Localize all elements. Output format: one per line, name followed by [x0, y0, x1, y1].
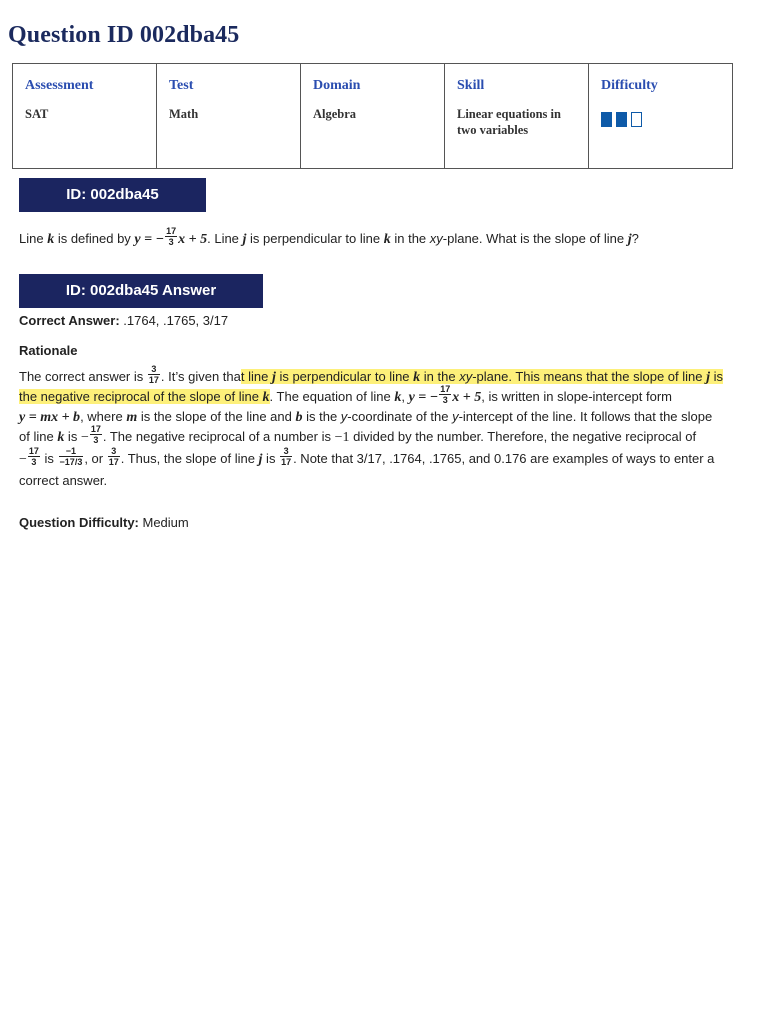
- meta-header-assessment: Assessment: [25, 78, 94, 93]
- correct-answer-value: .1764, .1765, 3/17: [119, 313, 229, 328]
- meta-assessment-cell: [13, 64, 157, 169]
- question-difficulty-value: Medium: [138, 515, 189, 530]
- meta-value-assessment: SAT: [25, 107, 49, 121]
- correct-answer-label: Correct Answer:: [19, 313, 120, 328]
- meta-test-cell: [157, 64, 301, 169]
- question-difficulty: [19, 513, 189, 533]
- highlighted-text: t line j is perpendicular to line k in the xy-plane. This means that the slope of line j is: [240, 369, 723, 385]
- correct-answer: [19, 311, 228, 331]
- rationale-line: correct answer.: [19, 473, 108, 488]
- rationale-line: the negative reciprocal of the slope of line k. The equation of line k, y = − $\frac{17}{3}$ x + 5, is written in slope-intercept form: [19, 384, 672, 406]
- meta-header-domain: Domain: [313, 78, 361, 93]
- meta-header-skill: Skill: [457, 78, 485, 93]
- meta-domain-cell: [301, 64, 445, 169]
- rationale-text: [19, 364, 741, 491]
- fraction: $\frac{17}{3}$: [166, 226, 177, 248]
- meta-header-difficulty: Difficulty: [601, 78, 658, 93]
- rationale-line: of line k is − $\frac{17}{3}$ . The negative reciprocal of a number is −1 divided by the number. Therefore, the negative reciprocal of: [19, 424, 697, 446]
- rationale-line: y = mx + b, where m is the slope of the line and b is the y-coordinate of the y-intercept of the line. It follows that the slope: [19, 409, 713, 425]
- id-banner: ID: 002dba45: [19, 178, 206, 212]
- meta-header-test: Test: [169, 78, 194, 93]
- difficulty-bar-filled: [616, 112, 627, 127]
- meta-value-test: Math: [169, 107, 199, 121]
- rationale-line: − $\frac{17}{3}$ is $\frac{-1}{-17/3}$ , or $\frac{3}{17}$ . Thus, the slope of line j is $\frac{3}{17}$ . Note that 3/17, .1764, .1765, and 0.176 are examples of ways to enter a: [19, 446, 715, 468]
- meta-difficulty-cell: [589, 64, 733, 169]
- difficulty-bar-empty: [631, 112, 642, 127]
- meta-value-skill: Linear equations in two variables: [457, 107, 561, 137]
- question-meta-table: [12, 63, 733, 169]
- rationale-line: The correct answer is $\frac{3}{17}$ . It’s given that line j is perpendicular to line k in the xy-plane. This means that the slope of line j is: [19, 364, 723, 386]
- rationale-heading: Rationale: [19, 343, 78, 358]
- difficulty-bar-filled: [601, 112, 612, 127]
- question-text: Line k is defined by y = − $\frac{17}{3}$ x + 5. Line j is perpendicular to line k in the xy-plane. What is the slope of line j?: [19, 226, 639, 248]
- highlighted-text: the negative reciprocal of the slope of line k: [19, 389, 270, 405]
- page-title: Question ID 002dba45: [8, 22, 240, 48]
- answer-banner: ID: 002dba45 Answer: [19, 274, 263, 308]
- meta-value-domain: Algebra: [313, 107, 357, 121]
- meta-skill-cell: [445, 64, 589, 169]
- difficulty-indicator: [601, 112, 720, 127]
- question-difficulty-label: Question Difficulty:: [19, 515, 139, 530]
